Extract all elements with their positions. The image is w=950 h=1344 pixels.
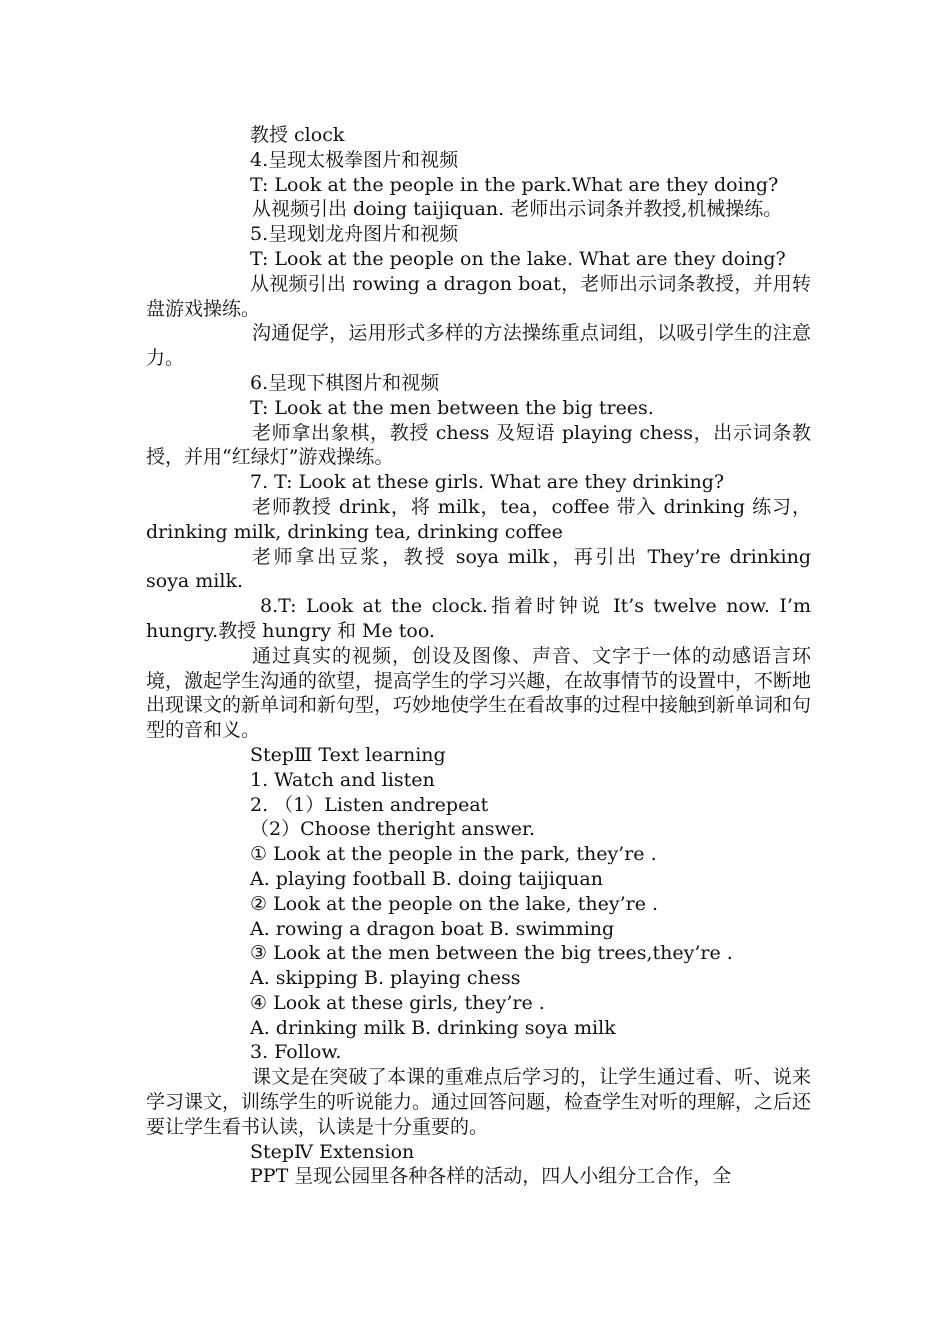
paragraph: 5.呈现划龙舟图片和视频 — [250, 223, 459, 246]
paragraph: 从视频引出 rowing a dragon boat，老师出示词条教授，并用转盘游戏操练。 — [146, 272, 811, 320]
paragraph: A. skipping B. playing chess — [250, 967, 521, 990]
paragraph: 从视频引出 doing taijiquan. 老师出示词条并教授,机械操练。 — [252, 198, 783, 221]
paragraph: 8.T: Look at the clock.指着时钟说 It’s twelve now. I’m hungry.教授 hungry 和 Me too. — [146, 595, 811, 642]
document-body — [146, 123, 811, 1189]
paragraph: 沟通促学，运用形式多样的方法操练重点词组，以吸引学生的注意力。 — [146, 322, 811, 370]
paragraph: 教授 clock — [250, 124, 345, 146]
paragraph: 课文是在突破了本课的重难点后学习的，让学生通过看、听、说来学习课文，训练学生的听说能力。通过回答问题，检查学生对听的理解，之后还要让学生看书认读，认读是十分重要的。 — [146, 1066, 812, 1138]
paragraph: 2. （1）Listen andrepeat — [250, 793, 489, 816]
paragraph: 3. Follow. — [250, 1041, 342, 1064]
paragraph: T: Look at the men between the big trees. — [250, 396, 654, 419]
paragraph: A. rowing a dragon boat B. swimming — [250, 917, 615, 940]
paragraph: 7. T: Look at these girls. What are they drinking? — [250, 471, 725, 494]
paragraph: 1. Watch and listen — [250, 768, 435, 791]
paragraph: T: Look at the people in the park.What are they doing? — [250, 173, 779, 196]
paragraph: ① Look at the people in the park, they’re . — [250, 843, 657, 866]
paragraph: 老师拿出豆浆，教授 soya milk，再引出 They’re drinking soya milk. — [146, 545, 811, 593]
paragraph: 6.呈现下棋图片和视频 — [250, 371, 440, 394]
paragraph: ④ Look at these girls, they’re . — [250, 991, 545, 1014]
paragraph: ② Look at the people on the lake, they’re . — [250, 892, 659, 915]
paragraph: A. drinking milk B. drinking soya milk — [250, 1016, 616, 1039]
paragraph: 通过真实的视频，创设及图像、声音、文字于一体的动感语言环境，激起学生沟通的欲望，提高学生的学习兴趣，在故事情节的设置中，不断地出现课文的新单词和新句型，巧妙地使学生在看故事的过程中接触到新单词和句型的音和义。 — [146, 644, 812, 742]
paragraph: ③ Look at the men between the big trees,they’re . — [250, 942, 733, 965]
paragraph: A. playing football B. doing taijiquan — [250, 867, 603, 890]
paragraph: 4.呈现太极拳图片和视频 — [250, 148, 459, 171]
paragraph: StepⅣ Extension — [250, 1140, 415, 1163]
paragraph: （2）Choose theright answer. — [250, 818, 535, 841]
paragraph: 老师教授 drink，将 milk，tea，coffee 带入 drinking 练习，drinking milk, drinking tea, drinking coffee — [146, 495, 811, 543]
paragraph: T: Look at the people on the lake. What are they doing? — [250, 247, 786, 270]
paragraph: StepⅢ Text learning — [250, 743, 446, 766]
paragraph: 老师拿出象棋，教授 chess 及短语 playing chess，出示词条教授，并用“红绿灯”游戏操练。 — [146, 421, 811, 469]
paragraph: PPT 呈现公园里各种各样的活动，四人小组分工合作，全 — [250, 1165, 732, 1188]
